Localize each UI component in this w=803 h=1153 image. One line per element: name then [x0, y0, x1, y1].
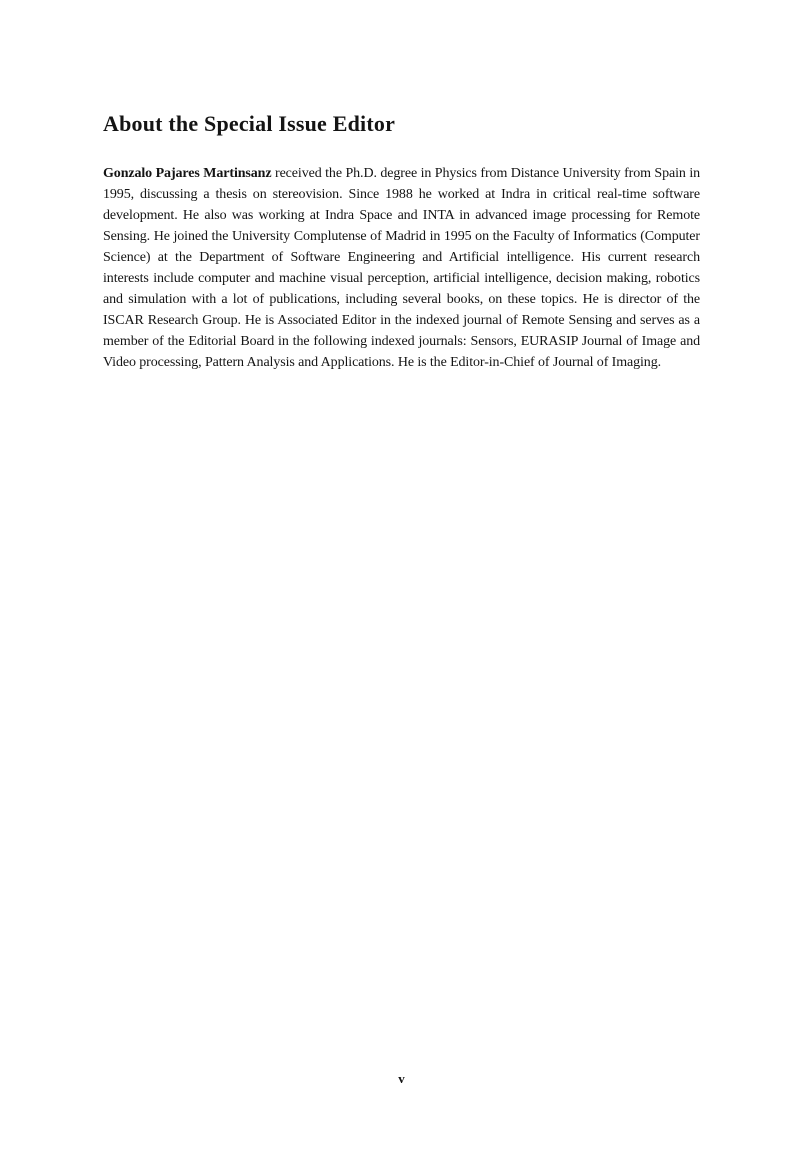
- bio-paragraph: [103, 163, 700, 373]
- page-title: About the Special Issue Editor: [103, 111, 396, 136]
- bio-text: received the Ph.D. degree in Physics from Distance University from Spain in 1995, discussing a thesis on stereovision. Since 1988 he worked at Indra in critical real-time software development. He also was working at Indra Space and INTA in advanced image processing for Remote Sensing. He joined the University Complutense of Madrid in 1995 on the Faculty of Informatics (Computer Science) at the Department of Software Engineering and Artificial intelligence. His current research interests include computer and machine visual perception, artificial intelligence, decision making, robotics and simulation with a lot of publications, including several books, on these topics. He is director of the ISCAR Research Group. He is Associated Editor in the indexed journal of Remote Sensing and serves as a member of the Editorial Board in the following indexed journals: Sensors, EURASIP Journal of Image and Video processing, Pattern Analysis and Applications. He is the Editor-in-Chief of Journal of Imaging.: [103, 165, 701, 370]
- page-number: v: [398, 1071, 405, 1086]
- page-content: [103, 0, 700, 373]
- editor-name: Gonzalo Pajares Martinsanz: [103, 165, 272, 181]
